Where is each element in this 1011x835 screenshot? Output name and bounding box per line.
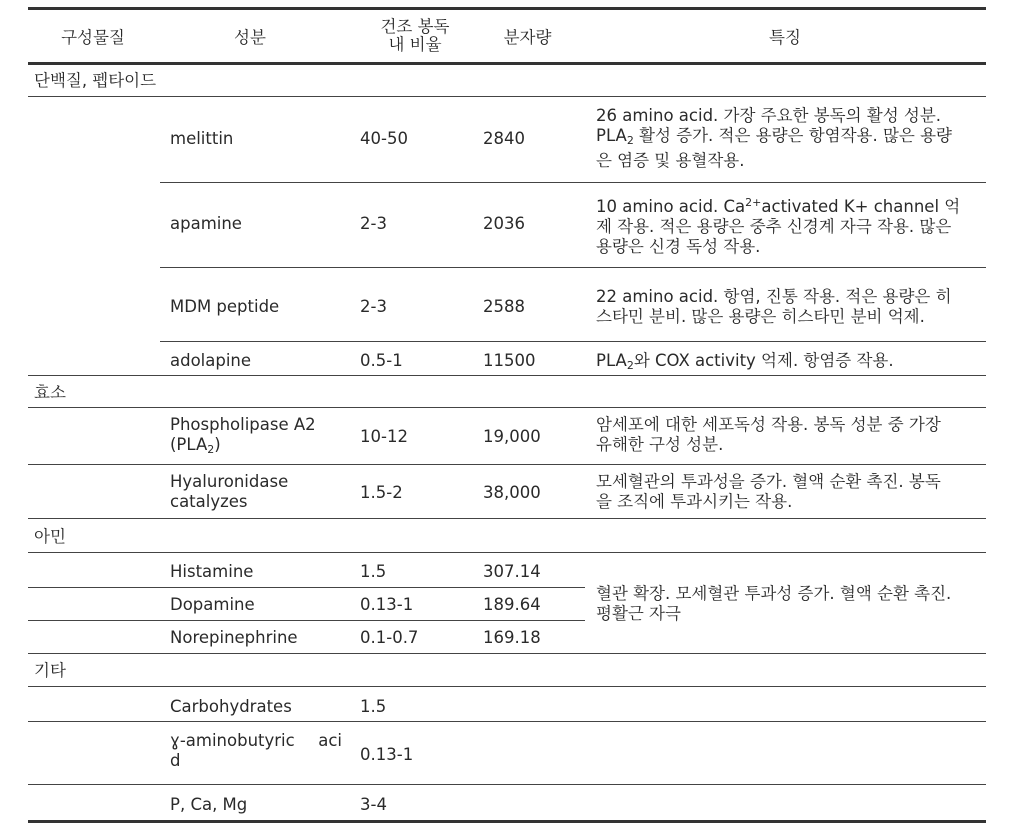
row-rule xyxy=(28,407,986,408)
mw-mdm-peptide: 2588 xyxy=(483,297,525,316)
row-rule xyxy=(28,375,986,376)
component-dopamine: Dopamine xyxy=(170,595,255,614)
mw-norepinephrine: 169.18 xyxy=(483,628,541,647)
features-amines: 혈관 확장. 모세혈관 투과성 증가. 혈액 순환 촉진. 평활근 자극 xyxy=(596,584,952,623)
header-component: 성분 xyxy=(234,28,266,47)
row-rule xyxy=(28,518,986,519)
component-histamine: Histamine xyxy=(170,562,254,581)
ratio-norepinephrine: 0.1-0.7 xyxy=(360,628,419,647)
row-rule xyxy=(160,267,986,268)
features-adolapine: $PLA_2$와 COX activity 억제. 항염증 작용. xyxy=(596,351,894,372)
component-gaba: ɣ-aminobutyric aci d xyxy=(170,731,342,770)
component-apamine: apamine xyxy=(170,214,242,233)
mw-histamine: 307.14 xyxy=(483,562,541,581)
header-features: 특징 xyxy=(769,28,801,47)
mw-hyaluronidase: 38,000 xyxy=(483,483,541,502)
header-molecular-weight: 분자량 xyxy=(503,28,552,47)
mw-apamine: 2036 xyxy=(483,214,525,233)
table-bottom-rule xyxy=(28,820,986,823)
ratio-melittin: 40-50 xyxy=(360,129,408,148)
ratio-hyaluronidase: 1.5-2 xyxy=(360,483,403,502)
section-amine: 아민 xyxy=(34,527,66,546)
mw-dopamine: 189.64 xyxy=(483,595,541,614)
row-rule xyxy=(160,341,986,342)
row-rule xyxy=(28,686,986,687)
ratio-histamine: 1.5 xyxy=(360,562,387,581)
row-rule xyxy=(28,653,986,654)
row-rule xyxy=(28,552,986,553)
table-top-rule xyxy=(28,7,986,10)
section-protein-peptide: 단백질, 펩타이드 xyxy=(34,71,157,90)
row-rule xyxy=(28,464,986,465)
features-apamine: 10 amino acid. $Ca^{2+}activated$ K+ channel 억 제 작용. 적은 용량은 중추 신경계 자극 작용. 많은 용량은 신경 독성 작용. xyxy=(596,196,961,256)
mw-adolapine: 11500 xyxy=(483,351,536,370)
header-bottom-rule xyxy=(28,62,986,65)
header-ratio: 건조 봉독 내 비율 xyxy=(380,17,450,54)
component-phospholipase-a2: Phospholipase A2 $(PLA_2)$ xyxy=(170,415,316,456)
component-melittin: melittin xyxy=(170,129,234,148)
row-rule xyxy=(160,182,986,183)
component-hyaluronidase: Hyaluronidase catalyzes xyxy=(170,472,289,511)
ratio-adolapine: 0.5-1 xyxy=(360,351,403,370)
features-melittin: 26 amino acid. 가장 주요한 봉독의 활성 성분. $PLA_2$ 활성 증가. 적은 용량은 항염작용. 많은 용량 은 염증 및 용혈작용. xyxy=(596,106,952,170)
ratio-apamine: 2-3 xyxy=(360,214,387,233)
section-other: 기타 xyxy=(34,661,66,680)
row-rule xyxy=(28,96,986,97)
mw-phospholipase-a2: 19,000 xyxy=(483,427,541,446)
mw-melittin: 2840 xyxy=(483,129,525,148)
ratio-gaba: 0.13-1 xyxy=(360,745,414,764)
component-minerals: P, Ca, Mg xyxy=(170,795,248,814)
ratio-mdm-peptide: 2-3 xyxy=(360,297,387,316)
features-phospholipase-a2: 암세포에 대한 세포독성 작용. 봉독 성분 중 가장 유해한 구성 성분. xyxy=(596,415,941,454)
component-carbohydrates: Carbohydrates xyxy=(170,697,292,716)
ratio-phospholipase-a2: 10-12 xyxy=(360,427,408,446)
ratio-carbohydrates: 1.5 xyxy=(360,697,387,716)
row-rule xyxy=(28,620,585,621)
component-mdm-peptide: MDM peptide xyxy=(170,297,280,316)
row-rule xyxy=(28,721,986,722)
row-rule xyxy=(28,587,585,588)
ratio-minerals: 3-4 xyxy=(360,795,387,814)
features-mdm-peptide: 22 amino acid. 항염, 진통 작용. 적은 용량은 히 스타민 분비. 많은 용량은 히스타민 분비 억제. xyxy=(596,287,952,326)
features-hyaluronidase: 모세혈관의 투과성을 증가. 혈액 순환 촉진. 봉독 을 조직에 투과시키는 작용. xyxy=(596,472,941,511)
row-rule xyxy=(28,784,986,785)
component-norepinephrine: Norepinephrine xyxy=(170,628,298,647)
section-enzyme: 효소 xyxy=(34,383,66,402)
component-adolapine: adolapine xyxy=(170,351,252,370)
header-material: 구성물질 xyxy=(61,28,125,47)
ratio-dopamine: 0.13-1 xyxy=(360,595,414,614)
